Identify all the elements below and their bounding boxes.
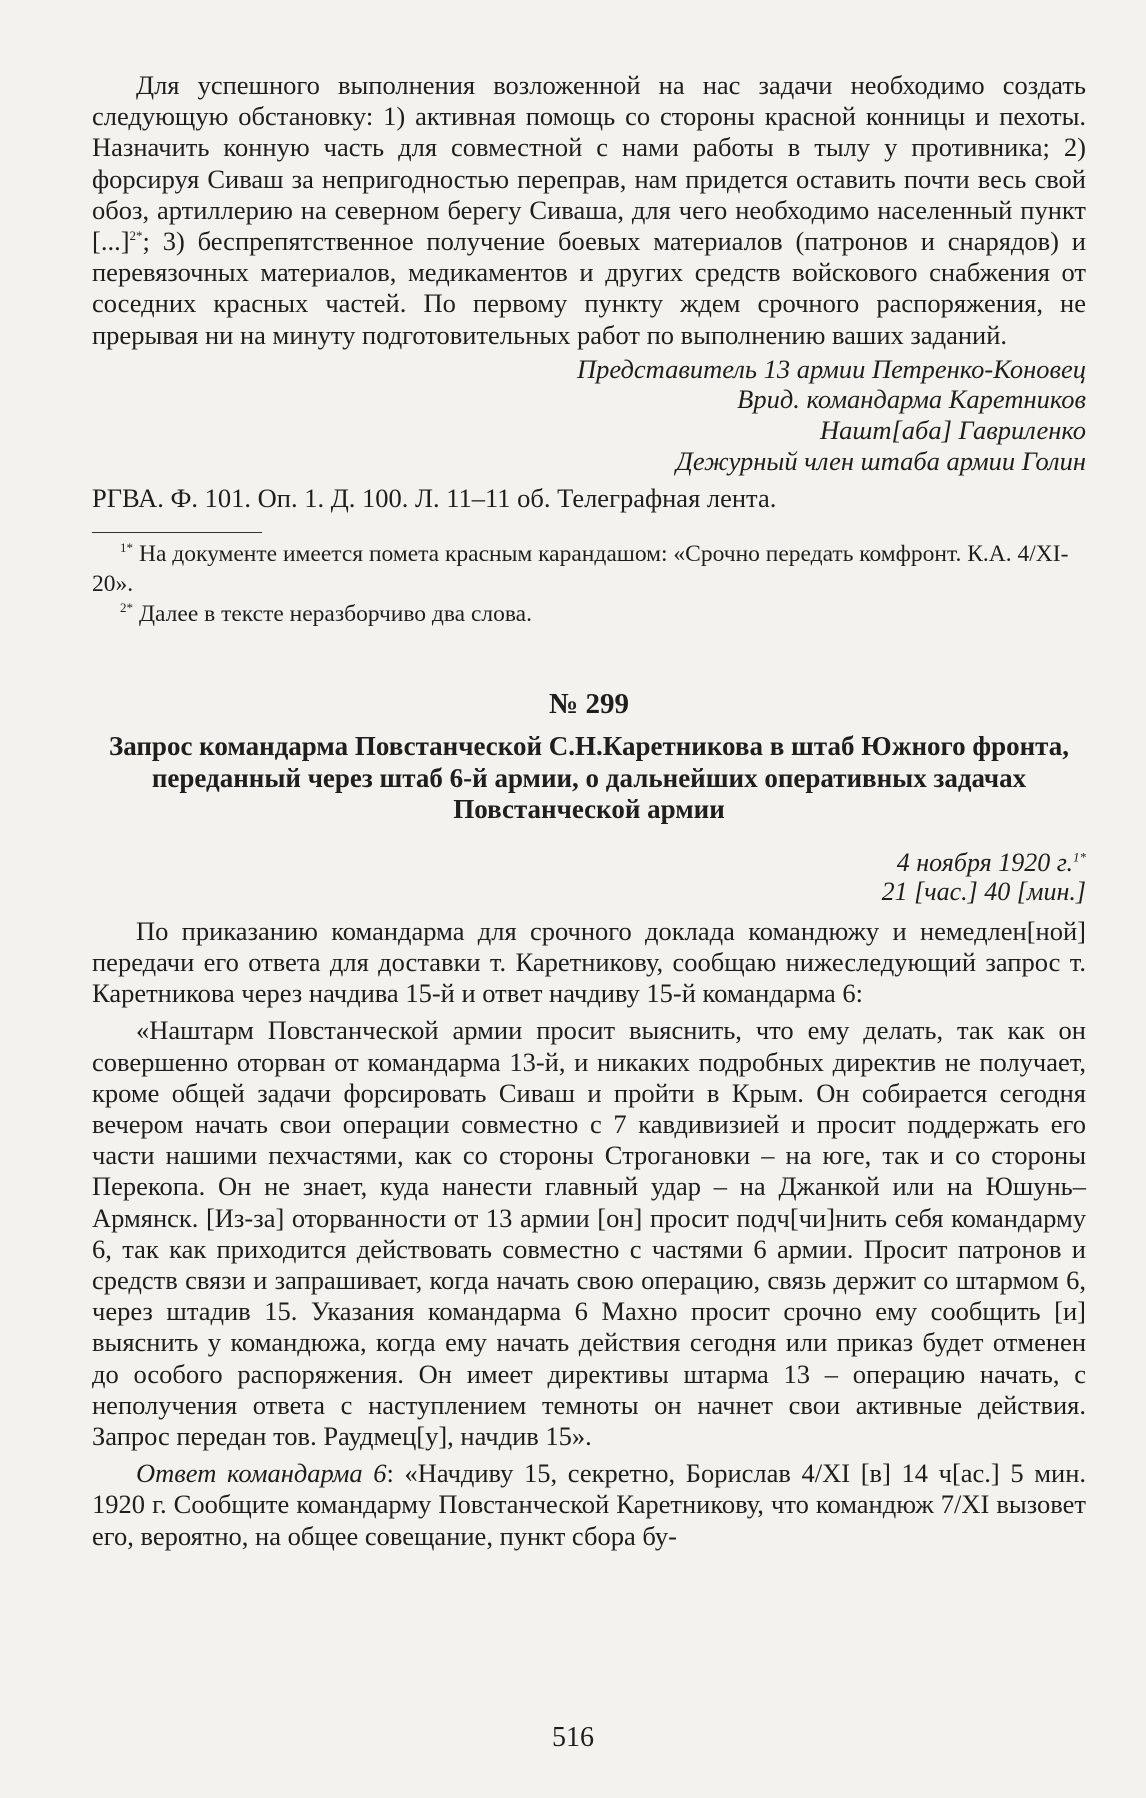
signature-line: Нашт[аба] Гавриленко (819, 415, 1086, 446)
signature-line: Представитель 13 армии Петренко-Коновец (577, 353, 1086, 384)
body-paragraph-1: По приказанию командарма для срочного доклада командюжу и немедлен[ной] передачи его ответа для доставки т. Каретникову, сообщаю нижеследующий запрос т. Каретникова через начдива 15-й и ответ начдиву 15-й командарма 6: (92, 915, 1086, 1009)
footnote-2 (92, 599, 1086, 629)
answer-text: : «Начдиву 15, секретно, Борислав 4/XI [в] 14 ч[ас.] 5 мин. 1920 г. Сообщите командарму Повстанческой Каретникову, что командюж 7/XI вызовет его, вероятно, на общее совещание, пункт сбора бу- (92, 1458, 1086, 1551)
signature-block (92, 354, 1086, 476)
document-title: Запрос командарма Повстанческой С.Н.Каретникова в штаб Южного фронта, переданный через штаб 6-й армии, о дальнейших оперативных задачах Повстанческой армии (108, 731, 1069, 825)
page-number: 516 (552, 1722, 594, 1753)
answer-paragraph (92, 1458, 1086, 1552)
inline-footnote-mark: 2* (129, 228, 143, 244)
footnote-text: На документе имеется помета красным карандашом: «Срочно передать комфронт. К.А. 4/XI-20». (92, 541, 1069, 598)
date-text: 4 ноября 1920 г. (896, 847, 1073, 877)
top-paragraph: Для успешного выполнения возложенной на нас задачи необходимо создать следующую обстановку: 1) активная помощь со стороны красной конницы и пехоты. Назначить конную часть для совместной с нами работы в тылу у противника; 2) форсируя Сиваш за непригодностью переправ, нам придется оставить почти весь свой обоз, артиллерию на северном берегу Сиваша, для чего необходимо населенный пункт [...]$^{2*}$; 3) беспрепятственное получение боевых материалов (патронов и снарядов) и перевязочных материалов, медикаментов и других средств войскового снабжения от соседних красных частей. По первому пункту ждем срочного распоряжения, не прерывая ни на минуту подготовительных работ по выполнению ваших заданий. (92, 70, 1086, 350)
footnote-divider (92, 532, 262, 533)
archive-source: РГВА. Ф. 101. Оп. 1. Д. 100. Л. 11–11 об. Телеграфная лента. (92, 483, 777, 514)
quoted-request: «Наштарм Повстанческой армии просит выяснить, что ему делать, так как он совершенно оторван от командарма 13-й, и никаких подробных директив не получает, кроме общей задачи форсировать Сиваш и пройти в Крым. Он собирается сегодня вечером начать свои операции совместно с 7 кавдивизией и просит поддержать его части нашими пехчастями, как со стороны Строгановки – на юге, так и со стороны Перекопа. Он не знает, куда нанести главный удар – на Джанкой или на Юшунь–Армянск. [Из-за] оторванности от 13 армии [он] просит подч[чи]нить себя командарму 6, так как приходится действовать совместно с частями 6 армии. Просит патронов и средств связи и запрашивает, когда начать свою операцию, связь держит со штармом 6, через штадив 15. Указания командарма 6 Махно просит срочно ему сообщить [и] выяснить у командюжа, когда ему начать действия сегодня или приказ будет отменен до особого распоряжения. Он имеет директивы штарма 13 – операцию начать, с неполучения ответа с наступлением темноты он начнет свои активные действия. Запрос передан тов. Раудмец[у], начдив 15». (92, 1015, 1086, 1451)
time-text: 21 [час.] 40 [мин.] (881, 876, 1086, 906)
signature-line: Дежурный член штаба армии Голин (675, 445, 1086, 476)
footnote-mark: 2* (120, 600, 133, 616)
footnote-text: Далее в тексте неразборчиво два слова. (139, 601, 532, 628)
footnote-1 (92, 539, 1086, 599)
document-date (92, 848, 1086, 906)
signature-line: Врид. командарма Каретников (737, 384, 1086, 415)
footnote-mark: 1* (120, 540, 133, 556)
document-number: № 299 (549, 688, 629, 721)
answer-label: Ответ командарма 6 (136, 1458, 387, 1489)
date-footnote-mark: 1* (1073, 849, 1086, 865)
